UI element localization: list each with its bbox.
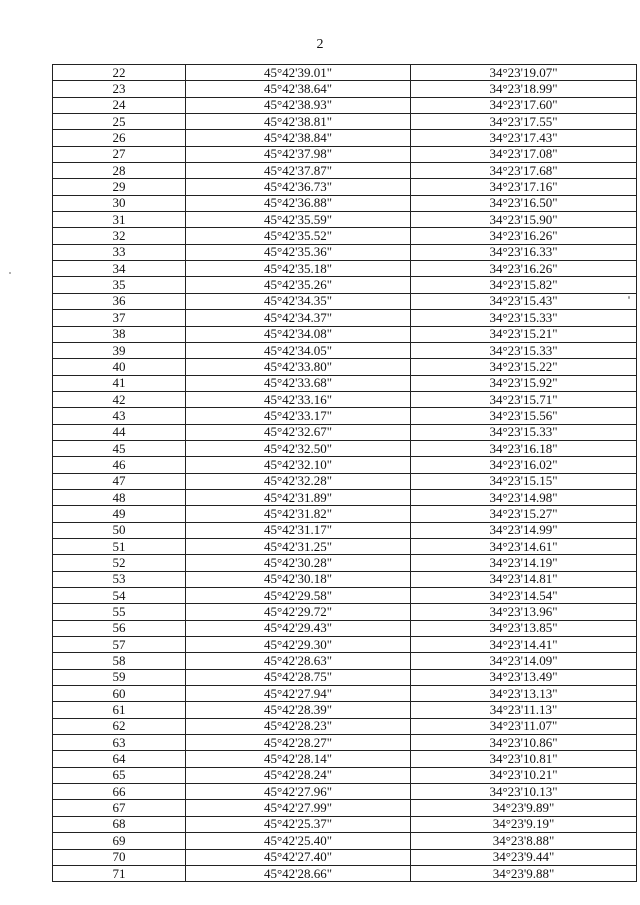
- longitude-cell: 34°23'16.02": [411, 457, 637, 473]
- longitude-cell: 34°23'17.08": [411, 146, 637, 162]
- point-number-cell: 31: [53, 212, 186, 228]
- latitude-cell: 45°42'31.25": [186, 538, 411, 554]
- table-row: [53, 408, 637, 424]
- table-row: [53, 342, 637, 358]
- point-number-cell: 33: [53, 244, 186, 260]
- point-number-cell: 30: [53, 195, 186, 211]
- table-row: [53, 637, 637, 653]
- point-number-cell: 48: [53, 489, 186, 505]
- table-row: [53, 686, 637, 702]
- latitude-cell: 45°42'32.28": [186, 473, 411, 489]
- longitude-cell: 34°23'18.99": [411, 81, 637, 97]
- latitude-cell: 45°42'27.96": [186, 784, 411, 800]
- longitude-cell: 34°23'15.92": [411, 375, 637, 391]
- longitude-cell: 34°23'14.98": [411, 489, 637, 505]
- table-row: [53, 130, 637, 146]
- point-number-cell: 35: [53, 277, 186, 293]
- latitude-cell: 45°42'28.24": [186, 767, 411, 783]
- point-number-cell: 61: [53, 702, 186, 718]
- table-row: [53, 735, 637, 751]
- table-row: [53, 375, 637, 391]
- latitude-cell: 45°42'30.28": [186, 555, 411, 571]
- longitude-cell: 34°23'16.26": [411, 261, 637, 277]
- table-row: [53, 81, 637, 97]
- table-row: [53, 506, 637, 522]
- point-number-cell: 24: [53, 97, 186, 113]
- table-row: [53, 114, 637, 130]
- point-number-cell: 26: [53, 130, 186, 146]
- latitude-cell: 45°42'34.37": [186, 310, 411, 326]
- table-row: [53, 457, 637, 473]
- table-row: [53, 359, 637, 375]
- latitude-cell: 45°42'28.66": [186, 865, 411, 881]
- latitude-cell: 45°42'36.88": [186, 195, 411, 211]
- table-row: [53, 163, 637, 179]
- point-number-cell: 52: [53, 555, 186, 571]
- longitude-cell: 34°23'17.60": [411, 97, 637, 113]
- table-row: [53, 588, 637, 604]
- point-number-cell: 59: [53, 669, 186, 685]
- longitude-cell: 34°23'14.41": [411, 637, 637, 653]
- latitude-cell: 45°42'28.63": [186, 653, 411, 669]
- latitude-cell: 45°42'28.75": [186, 669, 411, 685]
- latitude-cell: 45°42'25.40": [186, 833, 411, 849]
- latitude-cell: 45°42'36.73": [186, 179, 411, 195]
- table-row: [53, 228, 637, 244]
- scan-speck: [9, 272, 11, 274]
- table-row: [53, 261, 637, 277]
- point-number-cell: 51: [53, 538, 186, 554]
- latitude-cell: 45°42'33.68": [186, 375, 411, 391]
- point-number-cell: 22: [53, 65, 186, 81]
- table-row: [53, 718, 637, 734]
- table-row: [53, 555, 637, 571]
- latitude-cell: 45°42'38.64": [186, 81, 411, 97]
- longitude-cell: 34°23'8.88": [411, 833, 637, 849]
- latitude-cell: 45°42'33.80": [186, 359, 411, 375]
- point-number-cell: 58: [53, 653, 186, 669]
- point-number-cell: 41: [53, 375, 186, 391]
- latitude-cell: 45°42'32.10": [186, 457, 411, 473]
- latitude-cell: 45°42'38.93": [186, 97, 411, 113]
- latitude-cell: 45°42'35.26": [186, 277, 411, 293]
- latitude-cell: 45°42'38.81": [186, 114, 411, 130]
- point-number-cell: 57: [53, 637, 186, 653]
- point-number-cell: 36: [53, 293, 186, 309]
- table-row: [53, 244, 637, 260]
- point-number-cell: 55: [53, 604, 186, 620]
- latitude-cell: 45°42'28.23": [186, 718, 411, 734]
- point-number-cell: 64: [53, 751, 186, 767]
- latitude-cell: 45°42'31.89": [186, 489, 411, 505]
- longitude-cell: 34°23'15.56": [411, 408, 637, 424]
- table-row: [53, 865, 637, 881]
- longitude-cell: 34°23'15.22": [411, 359, 637, 375]
- latitude-cell: 45°42'35.36": [186, 244, 411, 260]
- table-row: [53, 277, 637, 293]
- point-number-cell: 68: [53, 816, 186, 832]
- point-number-cell: 56: [53, 620, 186, 636]
- table-row: [53, 179, 637, 195]
- table-row: [53, 800, 637, 816]
- latitude-cell: 45°42'31.17": [186, 522, 411, 538]
- latitude-cell: 45°42'34.05": [186, 342, 411, 358]
- longitude-cell: 34°23'15.90": [411, 212, 637, 228]
- longitude-cell: 34°23'9.19": [411, 816, 637, 832]
- latitude-cell: 45°42'32.67": [186, 424, 411, 440]
- table-row: [53, 391, 637, 407]
- longitude-cell: 34°23'15.33": [411, 342, 637, 358]
- point-number-cell: 66: [53, 784, 186, 800]
- longitude-cell: 34°23'17.43": [411, 130, 637, 146]
- latitude-cell: 45°42'35.52": [186, 228, 411, 244]
- latitude-cell: 45°42'30.18": [186, 571, 411, 587]
- table-row: [53, 97, 637, 113]
- point-number-cell: 43: [53, 408, 186, 424]
- longitude-cell: 34°23'15.21": [411, 326, 637, 342]
- longitude-cell: 34°23'15.82": [411, 277, 637, 293]
- latitude-cell: 45°42'34.35": [186, 293, 411, 309]
- latitude-cell: 45°42'33.16": [186, 391, 411, 407]
- page-number: 2: [316, 37, 324, 52]
- longitude-cell: 34°23'15.71": [411, 391, 637, 407]
- point-number-cell: 37: [53, 310, 186, 326]
- point-number-cell: 27: [53, 146, 186, 162]
- latitude-cell: 45°42'38.84": [186, 130, 411, 146]
- table-row: [53, 833, 637, 849]
- longitude-cell: 34°23'14.19": [411, 555, 637, 571]
- longitude-cell: 34°23'13.13": [411, 686, 637, 702]
- latitude-cell: 45°42'28.27": [186, 735, 411, 751]
- point-number-cell: 71: [53, 865, 186, 881]
- point-number-cell: 65: [53, 767, 186, 783]
- longitude-cell: 34°23'10.81": [411, 751, 637, 767]
- table-row: [53, 620, 637, 636]
- longitude-cell: 34°23'17.68": [411, 163, 637, 179]
- table-row: [53, 293, 637, 309]
- latitude-cell: 45°42'28.39": [186, 702, 411, 718]
- latitude-cell: 45°42'35.59": [186, 212, 411, 228]
- latitude-cell: 45°42'34.08": [186, 326, 411, 342]
- point-number-cell: 29: [53, 179, 186, 195]
- latitude-cell: 45°42'29.30": [186, 637, 411, 653]
- latitude-cell: 45°42'37.98": [186, 146, 411, 162]
- scan-speck: [628, 296, 630, 299]
- point-number-cell: 70: [53, 849, 186, 865]
- point-number-cell: 45: [53, 440, 186, 456]
- point-number-cell: 38: [53, 326, 186, 342]
- point-number-cell: 54: [53, 588, 186, 604]
- point-number-cell: 63: [53, 735, 186, 751]
- table-row: [53, 669, 637, 685]
- point-number-cell: 62: [53, 718, 186, 734]
- latitude-cell: 45°42'27.40": [186, 849, 411, 865]
- point-number-cell: 69: [53, 833, 186, 849]
- longitude-cell: 34°23'9.44": [411, 849, 637, 865]
- longitude-cell: 34°23'15.33": [411, 424, 637, 440]
- longitude-cell: 34°23'14.61": [411, 538, 637, 554]
- longitude-cell: 34°23'11.07": [411, 718, 637, 734]
- longitude-cell: 34°23'14.54": [411, 588, 637, 604]
- longitude-cell: 34°23'11.13": [411, 702, 637, 718]
- point-number-cell: 49: [53, 506, 186, 522]
- point-number-cell: 39: [53, 342, 186, 358]
- coordinates-table-body: [53, 65, 637, 882]
- longitude-cell: 34°23'16.26": [411, 228, 637, 244]
- table-row: [53, 702, 637, 718]
- coordinates-table: [52, 64, 637, 882]
- latitude-cell: 45°42'39.01": [186, 65, 411, 81]
- table-row: [53, 489, 637, 505]
- table-row: [53, 146, 637, 162]
- table-row: [53, 604, 637, 620]
- table-row: [53, 424, 637, 440]
- point-number-cell: 44: [53, 424, 186, 440]
- table-row: [53, 571, 637, 587]
- point-number-cell: 53: [53, 571, 186, 587]
- latitude-cell: 45°42'29.72": [186, 604, 411, 620]
- longitude-cell: 34°23'17.16": [411, 179, 637, 195]
- table-row: [53, 326, 637, 342]
- point-number-cell: 47: [53, 473, 186, 489]
- longitude-cell: 34°23'13.96": [411, 604, 637, 620]
- table-row: [53, 849, 637, 865]
- point-number-cell: 34: [53, 261, 186, 277]
- point-number-cell: 46: [53, 457, 186, 473]
- point-number-cell: 42: [53, 391, 186, 407]
- latitude-cell: 45°42'29.43": [186, 620, 411, 636]
- longitude-cell: 34°23'15.43": [411, 293, 637, 309]
- table-row: [53, 212, 637, 228]
- table-row: [53, 195, 637, 211]
- longitude-cell: 34°23'10.21": [411, 767, 637, 783]
- table-row: [53, 816, 637, 832]
- longitude-cell: 34°23'17.55": [411, 114, 637, 130]
- latitude-cell: 45°42'31.82": [186, 506, 411, 522]
- table-row: [53, 653, 637, 669]
- longitude-cell: 34°23'9.89": [411, 800, 637, 816]
- latitude-cell: 45°42'33.17": [186, 408, 411, 424]
- longitude-cell: 34°23'15.33": [411, 310, 637, 326]
- latitude-cell: 45°42'25.37": [186, 816, 411, 832]
- latitude-cell: 45°42'28.14": [186, 751, 411, 767]
- longitude-cell: 34°23'16.33": [411, 244, 637, 260]
- latitude-cell: 45°42'37.87": [186, 163, 411, 179]
- latitude-cell: 45°42'35.18": [186, 261, 411, 277]
- longitude-cell: 34°23'14.09": [411, 653, 637, 669]
- longitude-cell: 34°23'10.86": [411, 735, 637, 751]
- table-row: [53, 767, 637, 783]
- latitude-cell: 45°42'27.99": [186, 800, 411, 816]
- table-row: [53, 473, 637, 489]
- table-row: [53, 751, 637, 767]
- point-number-cell: 67: [53, 800, 186, 816]
- table-row: [53, 65, 637, 81]
- table-row: [53, 784, 637, 800]
- latitude-cell: 45°42'32.50": [186, 440, 411, 456]
- table-row: [53, 522, 637, 538]
- longitude-cell: 34°23'13.49": [411, 669, 637, 685]
- latitude-cell: 45°42'29.58": [186, 588, 411, 604]
- table-row: [53, 310, 637, 326]
- longitude-cell: 34°23'14.99": [411, 522, 637, 538]
- longitude-cell: 34°23'16.18": [411, 440, 637, 456]
- point-number-cell: 60: [53, 686, 186, 702]
- point-number-cell: 32: [53, 228, 186, 244]
- table-row: [53, 440, 637, 456]
- point-number-cell: 50: [53, 522, 186, 538]
- longitude-cell: 34°23'13.85": [411, 620, 637, 636]
- table-row: [53, 538, 637, 554]
- longitude-cell: 34°23'16.50": [411, 195, 637, 211]
- longitude-cell: 34°23'10.13": [411, 784, 637, 800]
- longitude-cell: 34°23'15.27": [411, 506, 637, 522]
- point-number-cell: 28: [53, 163, 186, 179]
- longitude-cell: 34°23'14.81": [411, 571, 637, 587]
- latitude-cell: 45°42'27.94": [186, 686, 411, 702]
- point-number-cell: 40: [53, 359, 186, 375]
- point-number-cell: 23: [53, 81, 186, 97]
- point-number-cell: 25: [53, 114, 186, 130]
- longitude-cell: 34°23'19.07": [411, 65, 637, 81]
- longitude-cell: 34°23'9.88": [411, 865, 637, 881]
- longitude-cell: 34°23'15.15": [411, 473, 637, 489]
